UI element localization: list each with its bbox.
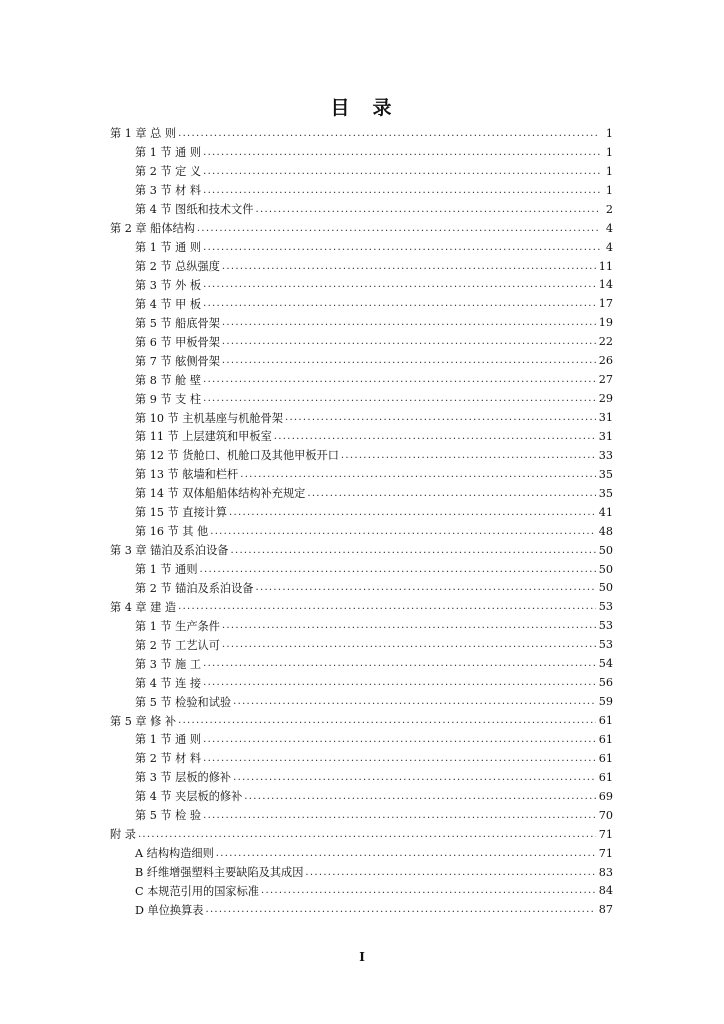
dot-leader [233,772,596,783]
dot-leader [138,829,596,840]
toc-entry-page: 71 [598,827,613,841]
toc-section-entry[interactable] [110,446,613,465]
dot-leader [307,488,595,499]
toc-entry-label: 第 3 章 锚泊及系泊设备 [110,544,229,558]
toc-entry-label: 第 4 节 图纸和技术文件 [135,203,254,217]
dot-leader [222,317,596,328]
dot-leader [210,526,596,537]
toc-entry-label: 第 3 节 层板的修补 [135,771,232,785]
dot-leader [222,336,596,347]
toc-entry-page: 48 [598,524,613,538]
toc-entry-page: 71 [598,846,613,860]
toc-entry-page: 61 [598,770,613,784]
toc-chapter-entry[interactable] [110,597,613,616]
toc-entry-page: 70 [598,808,613,822]
dot-leader [178,128,600,139]
toc-entry-label: 第 16 节 其 他 [135,525,209,539]
toc-entry-page: 26 [598,354,613,368]
toc-entry-label: 第 5 节 船底骨架 [135,316,220,330]
toc-entry-label: 第 3 节 施 工 [135,657,202,671]
toc-section-entry[interactable] [110,522,613,541]
dot-leader [178,715,596,726]
toc-entry-label: 第 13 节 舷墙和栏杆 [135,468,239,482]
toc-section-entry[interactable] [110,749,613,768]
dot-leader [203,185,600,196]
toc-section-entry[interactable] [110,408,613,427]
toc-chapter-entry[interactable] [110,825,613,844]
dot-leader [203,166,600,177]
dot-leader [203,734,596,745]
toc-entry-page: 31 [598,411,613,425]
toc-entry-label: 附 录 [110,828,136,842]
toc-entry-page: 35 [598,486,613,500]
dot-leader [222,261,596,272]
dot-leader [222,620,596,631]
toc-section-entry[interactable] [110,332,613,351]
toc-section-entry[interactable] [110,276,613,295]
toc-entry-label: 第 1 节 生产条件 [135,619,220,633]
toc-entry-label: 第 5 章 修 补 [110,714,177,728]
toc-entry-label: 第 14 节 双体船船体结构补充规定 [135,487,306,501]
toc-entry-page: 33 [598,448,613,462]
toc-entry-label: 第 7 节 舷侧骨架 [135,354,220,368]
toc-section-entry[interactable] [110,616,613,635]
dot-leader [203,810,596,821]
dot-leader [341,450,596,461]
toc-entry-label: 第 4 节 连 接 [135,676,202,690]
dot-leader [203,298,596,309]
dot-leader [197,223,600,234]
dot-leader [244,791,595,802]
toc-section-entry[interactable] [110,900,613,919]
toc-section-entry[interactable] [110,465,613,484]
toc-entry-label: B 纤维增强塑料主要缺陷及其成因 [135,866,304,880]
toc-section-entry[interactable] [110,806,613,825]
dot-leader [203,242,600,253]
dot-leader [305,867,595,878]
toc-entry-page: 59 [598,695,613,709]
toc-entry-label: 第 2 节 锚泊及系泊设备 [135,581,254,595]
toc-entry-label: 第 2 节 总纵强度 [135,260,220,274]
toc-entry-page: 54 [598,657,613,671]
toc-entry-label: 第 15 节 直接计算 [135,506,228,520]
toc-entry-page: 27 [598,373,613,387]
toc-section-entry[interactable] [110,427,613,446]
toc-section-entry[interactable] [110,162,613,181]
toc-section-entry[interactable] [110,673,613,692]
toc-section-entry[interactable] [110,844,613,863]
toc-entry-label: 第 3 节 材 料 [135,184,202,198]
toc-entry-label: 第 5 节 检验和试验 [135,695,232,709]
toc-entry-label: 第 6 节 甲板骨架 [135,335,220,349]
toc-entry-page: 2 [605,202,613,216]
toc-entry-label: 第 9 节 支 柱 [135,392,202,406]
toc-entry-page: 1 [605,126,613,140]
toc-entry-label: 第 11 节 上层建筑和甲板室 [135,430,272,444]
toc-section-entry[interactable] [110,863,613,882]
dot-leader [200,564,596,575]
dot-leader [230,545,595,556]
toc-entry-page: 61 [598,732,613,746]
toc-section-entry[interactable] [110,579,613,598]
toc-entry-page: 50 [598,562,613,576]
toc-chapter-entry[interactable] [110,124,613,143]
toc-entry-page: 11 [598,259,613,273]
page-number: I [359,950,365,964]
toc-section-entry[interactable] [110,654,613,673]
toc-entry-label: 第 1 节 通 则 [135,146,202,160]
dot-leader [229,507,596,518]
dot-leader [205,904,595,915]
toc-entry-label: 第 2 节 材 料 [135,752,202,766]
toc-entry-label: 第 8 节 舱 壁 [135,373,202,387]
dot-leader [203,147,600,158]
toc-entry-page: 14 [598,278,613,292]
dot-leader [178,601,596,612]
dot-leader [203,279,596,290]
toc-entry-page: 53 [598,619,613,633]
toc-entry-page: 1 [605,183,613,197]
toc-entry-page: 1 [605,164,613,178]
toc-entry-label: 第 1 章 总 则 [110,127,177,141]
dot-leader [233,696,596,707]
dot-leader [255,204,600,215]
toc-section-entry[interactable] [110,787,613,806]
dot-leader [285,412,596,423]
toc-section-entry[interactable] [110,294,613,313]
toc-entry-page: 35 [598,467,613,481]
toc-entry-page: 1 [605,145,613,159]
toc-entry-label: A 结构构造细则 [135,847,214,861]
toc-section-entry[interactable] [110,389,613,408]
dot-leader [203,658,596,669]
toc-entry-page: 56 [598,676,613,690]
toc-chapter-entry[interactable] [110,711,613,730]
toc-section-entry[interactable] [110,181,613,200]
dot-leader [203,393,596,404]
toc-entry-page: 4 [605,240,613,254]
dot-leader [240,469,596,480]
toc-entry-label: 第 2 节 定 义 [135,165,202,179]
toc-entry-page: 41 [598,505,613,519]
toc-entry-page: 53 [598,638,613,652]
toc-entry-page: 19 [598,316,613,330]
toc-entry-page: 53 [598,600,613,614]
toc-entry-label: 第 4 节 甲 板 [135,297,202,311]
toc-section-entry[interactable] [110,200,613,219]
dot-leader [261,885,596,896]
toc-section-entry[interactable] [110,313,613,332]
toc-section-entry[interactable] [110,730,613,749]
page-title: 目 录 [330,97,394,119]
toc-entry-page: 83 [598,865,613,879]
toc-entry-page: 4 [605,221,613,235]
toc-section-entry[interactable] [110,882,613,901]
toc-entry-label: 第 5 节 检 验 [135,809,202,823]
toc-section-entry[interactable] [110,351,613,370]
dot-leader [203,374,596,385]
toc-entry-label: 第 1 节 通 则 [135,241,202,255]
toc-entry-label: 第 1 节 通则 [135,563,198,577]
dot-leader [203,677,596,688]
toc-entry-label: 第 12 节 货舱口、机舱口及其他甲板开口 [135,449,339,463]
toc-section-entry[interactable] [110,257,613,276]
dot-leader [274,431,596,442]
toc-section-entry[interactable] [110,692,613,711]
toc-entry-page: 17 [598,297,613,311]
toc-section-entry[interactable] [110,370,613,389]
toc-entry-label: 第 4 节 夹层板的修补 [135,790,243,804]
dot-leader [222,639,596,650]
toc-section-entry[interactable] [110,560,613,579]
table-of-contents [110,124,613,919]
toc-section-entry[interactable] [110,635,613,654]
toc-entry-page: 87 [598,903,613,917]
toc-entry-label: C 本规范引用的国家标准 [135,884,259,898]
toc-entry-label: 第 2 节 工艺认可 [135,638,220,652]
toc-entry-page: 61 [598,714,613,728]
dot-leader [222,355,596,366]
dot-leader [203,753,596,764]
toc-chapter-entry[interactable] [110,541,613,560]
toc-entry-label: 第 10 节 主机基座与机舱骨架 [135,411,283,425]
toc-entry-page: 69 [598,789,613,803]
dot-leader [216,848,596,859]
toc-entry-page: 61 [598,751,613,765]
toc-entry-label: 第 2 章 船体结构 [110,222,195,236]
toc-entry-label: 第 4 章 建 造 [110,600,177,614]
toc-section-entry[interactable] [110,238,613,257]
toc-entry-label: 第 3 节 外 板 [135,278,202,292]
toc-section-entry[interactable] [110,768,613,787]
toc-section-entry[interactable] [110,503,613,522]
toc-entry-page: 29 [598,392,613,406]
toc-section-entry[interactable] [110,484,613,503]
toc-section-entry[interactable] [110,143,613,162]
toc-entry-label: 第 1 节 通 则 [135,733,202,747]
toc-entry-page: 84 [598,884,613,898]
toc-entry-page: 50 [598,581,613,595]
dot-leader [255,582,595,593]
toc-chapter-entry[interactable] [110,219,613,238]
toc-entry-page: 22 [598,335,613,349]
toc-entry-page: 50 [598,543,613,557]
toc-entry-page: 31 [598,429,613,443]
toc-entry-label: D 单位换算表 [135,903,204,917]
